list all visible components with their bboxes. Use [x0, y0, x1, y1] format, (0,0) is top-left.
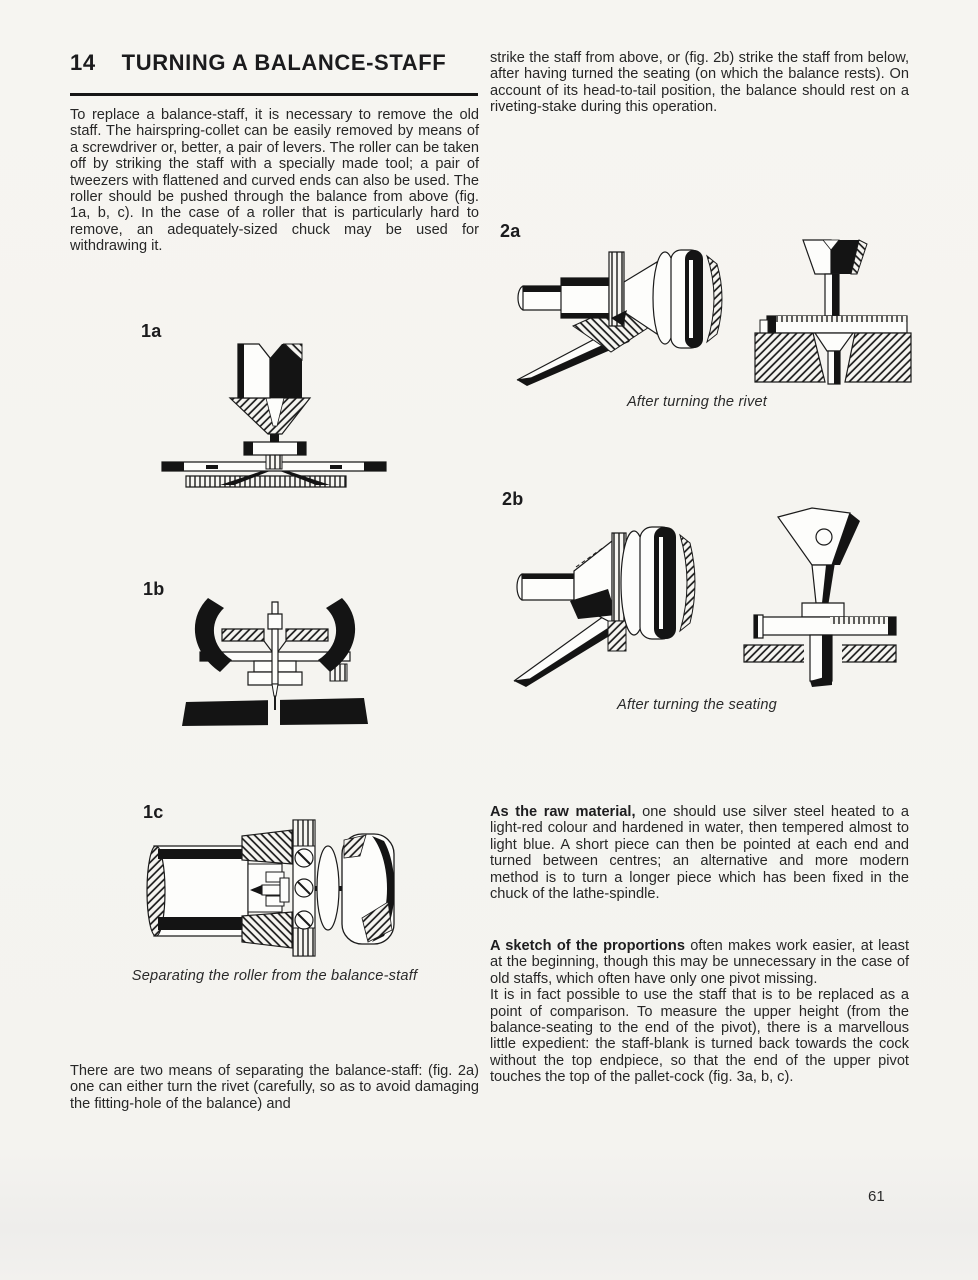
- tweezers-gripping-staff: [182, 598, 368, 726]
- figure-1a-drawing: [158, 338, 393, 488]
- staff-driven-through-stake: [744, 508, 896, 687]
- comparison-paragraph: It is in fact possible to use the staff that is to be replaced as a point of comparison. To measure the upper height (from the balance-seating to the end of the pivot), there is a marvellous little expedient: the staff-blank is turned back towards the cock without the top endpiece, so that the end of the upper pivot touches the top of the pallet-cock (fig. 3a, b, c).: [490, 987, 909, 1086]
- punch-pushing-roller: [162, 344, 386, 487]
- figure-1-caption: Separating the roller from the balance-staff: [131, 968, 418, 984]
- figure-2b-drawing: [512, 503, 914, 691]
- figure-2a-label: 2a: [500, 221, 521, 241]
- balance-on-riveting-stake: [755, 240, 911, 384]
- figure-2a-drawing: [515, 230, 917, 388]
- figure-2a-caption: After turning the rivet: [626, 394, 768, 410]
- figure-1b-label: 1b: [143, 579, 165, 599]
- intro-paragraph: To replace a balance-staff, it is necessary to remove the old staff. The hairspring-collet can be easily removed by means of a screwdriver or, better, a pair of levers. The roller can be taken off by striking the staff with a specially made tool; a pair of tweezers with flattened and curved ends can also be used. The roller should be pushed through the balance from above (fig. 1a, b, c). In the case of a roller that is particularly hard to remove, an adequately-sized chuck may be used for withdrawing it.: [70, 107, 479, 255]
- figure-2b-caption: After turning the seating: [617, 697, 777, 713]
- chapter-heading: [70, 50, 482, 76]
- raw-material-text: one should use silver steel heated to a light-red colour and hardened in water, then tempered almost to light blue. A short piece can then be pointed at each end and turned between centres; an alternative and more modern method is to turn a longer piece which has been fixed in the chuck of the lathe-spindle.: [490, 804, 910, 903]
- figure-1a-label: 1a: [141, 321, 162, 341]
- page-title: TURNING A BALANCE-STAFF: [121, 50, 447, 75]
- raw-material-lead: As the raw material,: [490, 804, 636, 820]
- title-rule: [70, 93, 478, 96]
- page-number: 61: [868, 1188, 885, 1205]
- two-means-paragraph: There are two means of separating the balance-staff: (fig. 2a) one can either turn the rivet (carefully, so as to avoid damaging the fitting-hole of the balance) and: [70, 1063, 479, 1112]
- sketch-proportions-text: [490, 938, 909, 987]
- sketch-proportions-paragraph: [490, 938, 909, 1086]
- figure-2b-label: 2b: [502, 489, 524, 509]
- chuck-withdrawing-roller: [147, 820, 395, 956]
- sketch-proportions-lead: A sketch of the proportions: [490, 938, 685, 954]
- staff-in-lathe: [517, 250, 722, 386]
- continuation-paragraph: strike the staff from above, or (fig. 2b) strike the staff from below, after having turned the seating (on which the balance rests). On account of its head-to-tail position, the balance should rest on a riveting-stake during this operation.: [490, 50, 909, 116]
- figure-1c-label: 1c: [143, 802, 164, 822]
- figure-1b-drawing: [178, 596, 373, 736]
- chapter-number: 14: [70, 50, 96, 75]
- staff-seating-turned: [514, 527, 695, 687]
- raw-material-paragraph: [490, 804, 909, 902]
- sketch-proportions-rest: often makes work easier, at least at the beginning, though this may be unnecessary in the case of old staffs, which often have only one pivot missing.: [490, 938, 909, 987]
- figure-1c-drawing: [146, 816, 396, 961]
